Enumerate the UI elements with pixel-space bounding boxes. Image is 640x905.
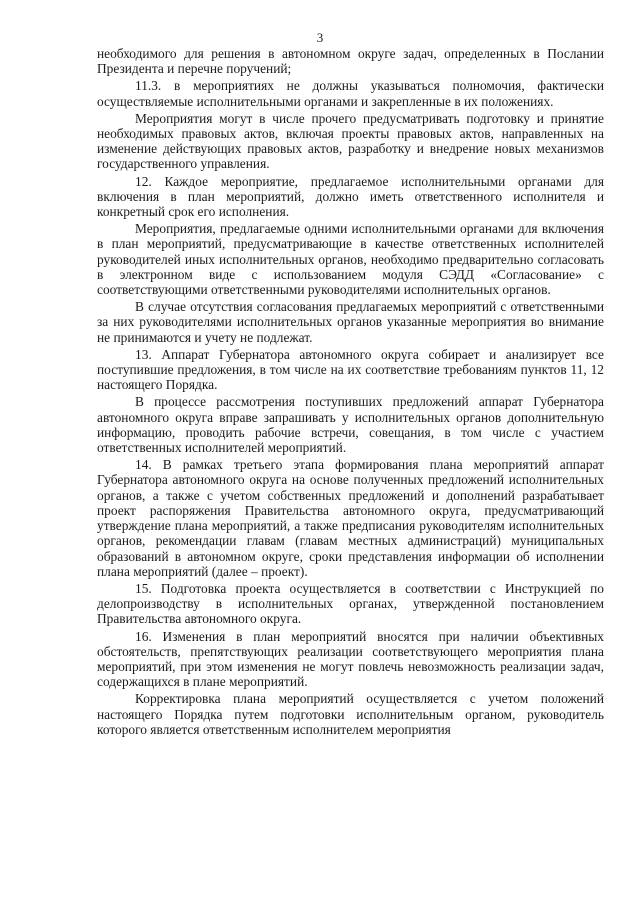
paragraph-15: 15. Подготовка проекта осуществляется в соответствии с Инструкцией по делопроизводству в исполнительных органах, утвержденной постановлением Правительства автономного округа. <box>97 580 604 627</box>
paragraph-11-3: 11.3. в мероприятиях не должны указываться полномочия, фактически осуществляемые исполнительными органами и закрепленные в их положениях. <box>97 78 604 109</box>
page-number: 3 <box>316 30 324 45</box>
paragraph-13: 13. Аппарат Губернатора автономного округа собирает и анализирует все поступившие предложения, в том числе на их соответствие требованиям пунктов 11, 12 настоящего Порядка. <box>97 346 604 393</box>
paragraph-coordination: Мероприятия, предлагаемые одними исполнительными органами для включения в план мероприятий, предусматривающие в качестве ответственных исполнителей руководителей иных исполнительных органов, необходимо предварительно согласовать в электронном виде с использованием модуля СЭДД «Согласование» с соответствующими ответственными руководителями исполнительных органов. <box>97 221 604 298</box>
paragraph-continuation: необходимого для решения в автономном округе задач, определенных в Послании Президента и перечне поручений; <box>97 46 604 77</box>
paragraph-16: 16. Изменения в план мероприятий вносятся при наличии объективных обстоятельств, препятствующих реализации соответствующего мероприятия плана мероприятий, при этом изменения не могут повлечь невозможность реализации задач, содержащихся в плане мероприятий. <box>97 628 604 690</box>
paragraph-review: В процессе рассмотрения поступивших предложений аппарат Губернатора автономного округа вправе запрашивать у исполнительных органов дополнительную информацию, проводить рабочие встречи, совещания, в том числе с участием ответственных исполнителей мероприятий. <box>97 394 604 456</box>
paragraph-measures: Мероприятия могут в числе прочего предусматривать подготовку и принятие необходимых правовых актов, включая проекты правовых актов, направленных на изменение действующих правовых актов, разработку и внедрение новых механизмов государственного управления. <box>97 110 604 172</box>
paragraph-correction: Корректировка плана мероприятий осуществляется с учетом положений настоящего Порядка путем подготовки исполнительным органом, руководитель которого является ответственным исполнителем мероприятия <box>97 691 604 737</box>
paragraph-no-approval: В случае отсутствия согласования предлагаемых мероприятий с ответственными за них руководителями исполнительных органов указанные мероприятия во внимание не принимаются и учету не подлежат. <box>97 299 604 345</box>
paragraph-14: 14. В рамках третьего этапа формирования плана мероприятий аппарат Губернатора автономного округа на основе полученных предложений исполнительных органов, а также с учетом собственных предложений и дополнений разрабатывает проект распоряжения Правительства автономного округа, предусматривающий утверждение плана мероприятий, а также предписания руководителям исполнительных органов, рекомендации главам (главам местных администраций) муниципальных образований в автономном округе, сроки представления информации об исполнении плана мероприятий (далее – проект). <box>97 457 604 579</box>
document-body <box>97 46 604 737</box>
paragraph-12: 12. Каждое мероприятие, предлагаемое исполнительными органами для включения в план мероприятий, должно иметь ответственного исполнителя и конкретный срок его исполнения. <box>97 173 604 220</box>
